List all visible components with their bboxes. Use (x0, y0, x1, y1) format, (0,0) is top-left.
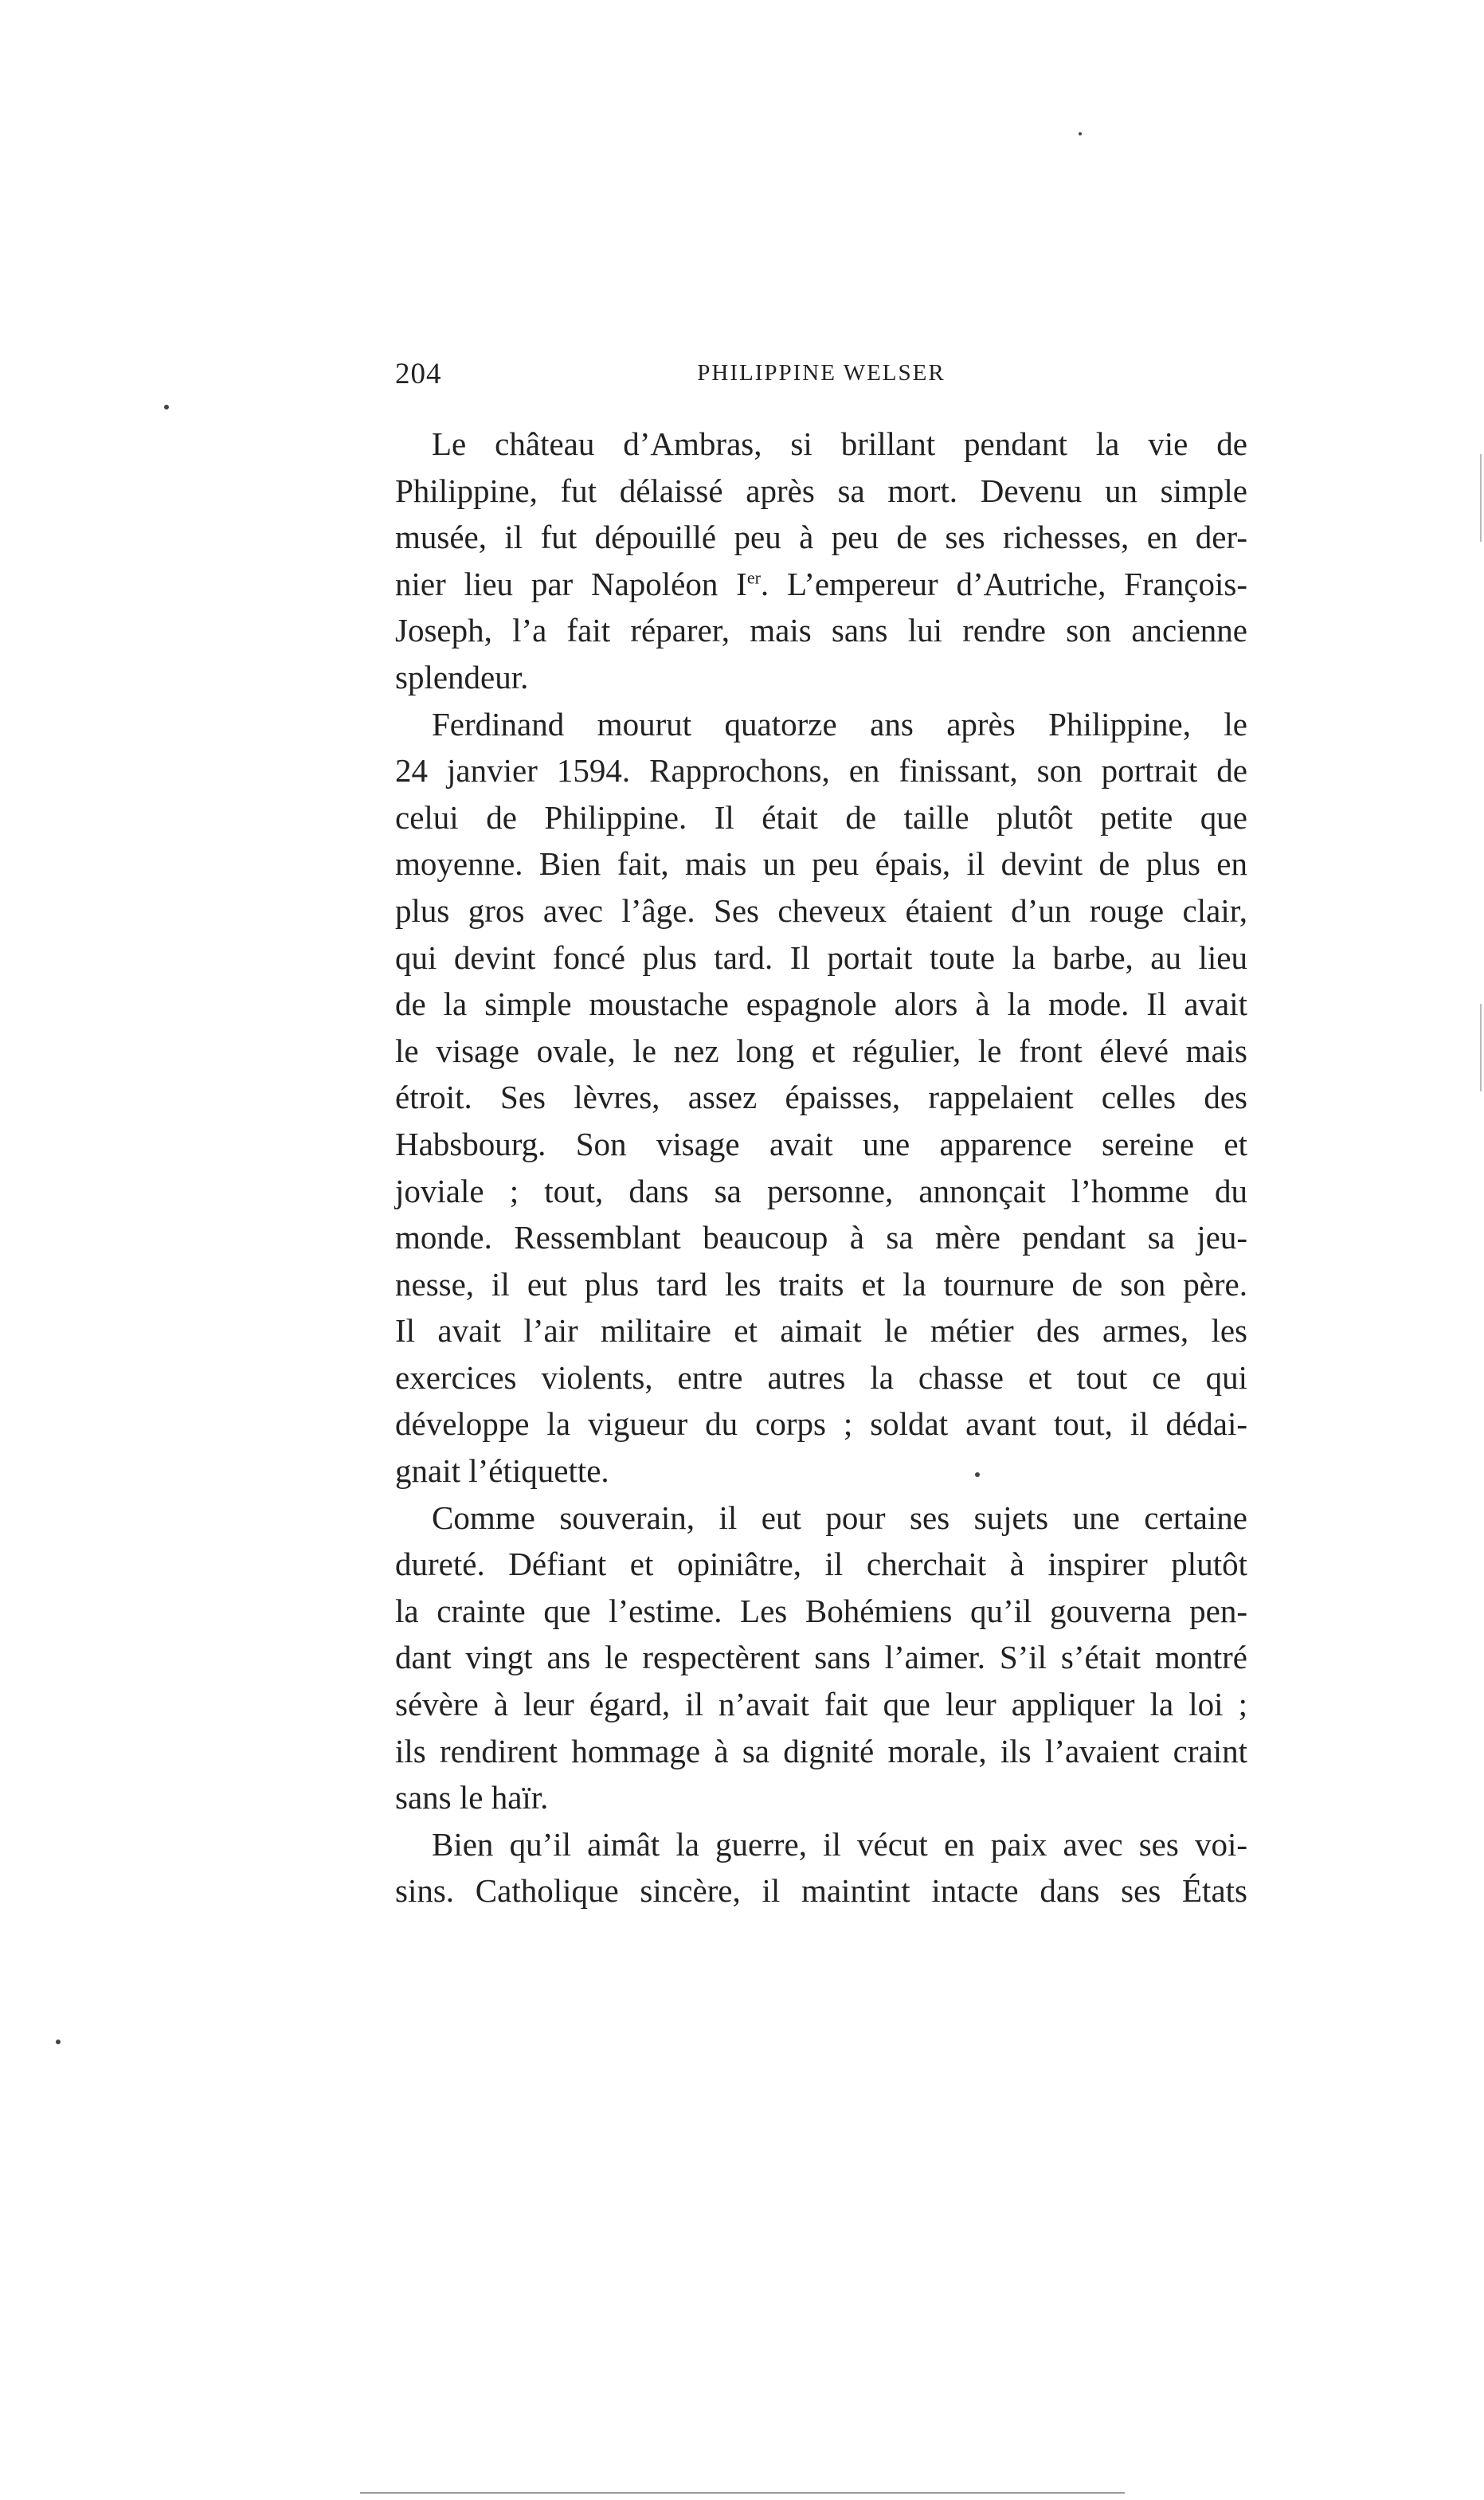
text-line: dureté. Défiant et opiniâtre, il cherchait à inspirer plutôt (395, 1546, 1247, 1583)
text-line: Habsbourg. Son visage avait une apparence sereine et (395, 1125, 1247, 1162)
body-text (395, 421, 1247, 1914)
text-line-with-superscript (395, 561, 1247, 608)
text-line: sévère à leur égard, il n’avait fait que leur appliquer la loi ; (395, 1686, 1247, 1723)
text-segment: . L’empereur d’Autriche, François- (760, 565, 1247, 602)
text-line: la crainte que l’estime. Les Bohémiens qu’il gouverna pen- (395, 1592, 1247, 1629)
text-line: joviale ; tout, dans sa personne, annonçait l’homme du (395, 1172, 1247, 1209)
text-line: développe la vigueur du corps ; soldat avant tout, il dédai- (395, 1405, 1247, 1443)
text-segment: nier lieu par Napoléon I (395, 565, 747, 602)
text-line: musée, il fut dépouillé peu à peu de ses richesses, en der- (395, 519, 1247, 556)
paragraph (395, 421, 1247, 701)
text-line: ils rendirent hommage à sa dignité morale, ils l’avaient craint (395, 1732, 1247, 1769)
text-line: exercices violents, entre autres la chasse et tout ce qui (395, 1358, 1247, 1396)
scan-edge-mark (1480, 1004, 1482, 1091)
text-line: Philippine, fut délaissé après sa mort. Devenu un simple (395, 472, 1247, 509)
scan-speck (975, 1472, 980, 1477)
text-line: moyenne. Bien fait, mais un peu épais, il devint de plus en (395, 845, 1247, 883)
text-line: nesse, il eut plus tard les traits et la tournure de son père. (395, 1265, 1247, 1303)
scan-speck (56, 2040, 61, 2044)
superscript: er (746, 567, 761, 588)
text-line: Il avait l’air militaire et aimait le métier des armes, les (395, 1312, 1247, 1350)
text-line: Comme souverain, il eut pour ses sujets une certaine (432, 1499, 1247, 1536)
text-line: qui devint foncé plus tard. Il portait toute la barbe, au lieu (395, 938, 1247, 976)
text-line: sans le haïr. (395, 1779, 549, 1816)
text-line: plus gros avec l’âge. Ses cheveux étaient d’un rouge clair, (395, 891, 1247, 929)
text-line: Ferdinand mourut quatorze ans après Philippine, le (432, 705, 1247, 743)
text-line: splendeur. (395, 658, 529, 696)
page-header (395, 357, 1247, 405)
text-line: monde. Ressemblant beaucoup à sa mère pendant sa jeu- (395, 1219, 1247, 1256)
paragraph (395, 1821, 1247, 1914)
scan-speck (164, 405, 169, 409)
text-line: Joseph, l’a fait réparer, mais sans lui rendre son ancienne (395, 612, 1247, 649)
paragraph (395, 1495, 1247, 1821)
paragraph (395, 701, 1247, 1495)
text-line: dant vingt ans le respectèrent sans l’aimer. S’il s’était montré (395, 1639, 1247, 1676)
text-line: Bien qu’il aimât la guerre, il vécut en paix avec ses voi- (432, 1825, 1247, 1863)
text-line: celui de Philippine. Il était de taille plutôt petite que (395, 798, 1247, 836)
text-line: 24 janvier 1594. Rapprochons, en finissant, son portrait de (395, 752, 1247, 790)
page-number: 204 (395, 358, 442, 390)
scan-speck (1079, 132, 1082, 135)
text-line: gnait l’étiquette. (395, 1452, 609, 1490)
text-line: étroit. Ses lèvres, assez épaisses, rappelaient celles des (395, 1079, 1247, 1116)
scan-edge-mark (1480, 454, 1482, 542)
text-line: de la simple moustache espagnole alors à la mode. Il avait (395, 986, 1247, 1023)
text-line: Le château d’Ambras, si brillant pendant la vie de (432, 425, 1247, 462)
text-line: le visage ovale, le nez long et régulier, le front élevé mais (395, 1032, 1247, 1069)
running-title: PHILIPPINE WELSER (697, 360, 946, 386)
text-line: sins. Catholique sincère, il maintint intacte dans ses États (395, 1872, 1247, 1910)
page-bottom-edge (360, 2492, 1125, 2494)
